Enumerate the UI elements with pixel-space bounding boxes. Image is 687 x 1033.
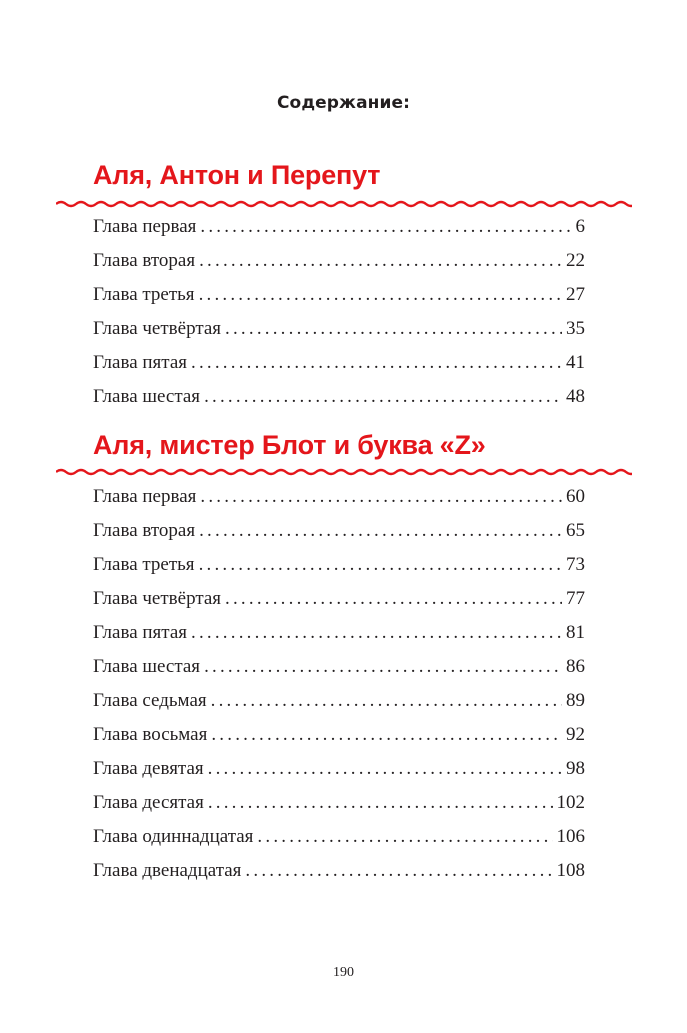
toc-entry[interactable] [93,244,585,278]
dot-leader [199,278,562,312]
toc-entry[interactable] [93,278,585,312]
chapter-page-number: 92 [566,724,585,745]
chapter-label: Глава десятая [93,792,204,813]
dot-leader [199,548,562,582]
dot-leader [199,514,562,548]
chapter-label: Глава третья [93,554,195,575]
chapter-label: Глава пятая [93,622,187,643]
chapter-label: Глава девятая [93,758,204,779]
chapter-page-number: 108 [556,860,585,881]
wave-divider [56,465,632,479]
toc-entry[interactable] [93,312,585,346]
chapter-page-number: 73 [566,554,585,575]
toc-entry[interactable] [93,380,585,414]
chapter-page-number: 106 [556,826,585,847]
section-title: Аля, Антон и Перепут [93,160,381,190]
toc-entry[interactable] [93,684,585,718]
page-number: 190 [333,965,354,980]
chapter-label: Глава восьмая [93,724,208,745]
chapter-label: Глава шестая [93,656,201,677]
dot-leader [200,210,571,244]
dot-leader [211,718,562,752]
dot-leader [199,244,562,278]
chapter-page-number: 77 [566,588,585,609]
chapter-page-number: 35 [566,318,585,339]
chapter-page-number: 102 [556,792,585,813]
toc-entry[interactable] [93,718,585,752]
page-heading: Содержание: [276,93,411,113]
dot-leader [191,346,562,380]
dot-leader [204,650,562,684]
toc-entry[interactable] [93,820,585,854]
chapter-page-number: 89 [566,690,585,711]
toc-entry[interactable] [93,514,585,548]
dot-leader [257,820,552,854]
chapter-page-number: 6 [575,216,585,237]
chapter-label: Глава первая [93,216,197,237]
dot-leader [225,582,562,616]
chapter-label: Глава третья [93,284,195,305]
chapter-label: Глава пятая [93,352,187,373]
chapter-page-number: 86 [566,656,585,677]
toc-entry[interactable] [93,786,585,820]
toc-entry[interactable] [93,210,585,244]
chapter-label: Глава вторая [93,250,196,271]
toc-entry[interactable] [93,548,585,582]
toc-list [93,210,585,414]
chapter-label: Глава одиннадцатая [93,826,254,847]
toc-entry[interactable] [93,616,585,650]
toc-entry[interactable] [93,650,585,684]
toc-list [93,480,585,888]
section-title: Аля, мистер Блот и буква «Z» [93,430,486,460]
chapter-page-number: 48 [566,386,585,407]
dot-leader [225,312,562,346]
chapter-page-number: 65 [566,520,585,541]
chapter-label: Глава двенадцатая [93,860,242,881]
dot-leader [191,616,562,650]
wave-divider [56,197,632,211]
chapter-label: Глава шестая [93,386,201,407]
dot-leader [211,684,562,718]
chapter-label: Глава седьмая [93,690,207,711]
dot-leader [208,786,553,820]
chapter-page-number: 22 [566,250,585,271]
toc-entry[interactable] [93,346,585,380]
chapter-label: Глава четвёртая [93,588,222,609]
dot-leader [204,380,562,414]
chapter-page-number: 98 [566,758,585,779]
dot-leader [200,480,562,514]
chapter-label: Глава вторая [93,520,196,541]
chapter-page-number: 60 [566,486,585,507]
toc-entry[interactable] [93,752,585,786]
dot-leader [208,752,562,786]
toc-entry[interactable] [93,582,585,616]
chapter-label: Глава первая [93,486,197,507]
chapter-page-number: 41 [566,352,585,373]
toc-entry[interactable] [93,854,585,888]
toc-entry[interactable] [93,480,585,514]
chapter-label: Глава четвёртая [93,318,222,339]
dot-leader [245,854,552,888]
chapter-page-number: 27 [566,284,585,305]
chapter-page-number: 81 [566,622,585,643]
